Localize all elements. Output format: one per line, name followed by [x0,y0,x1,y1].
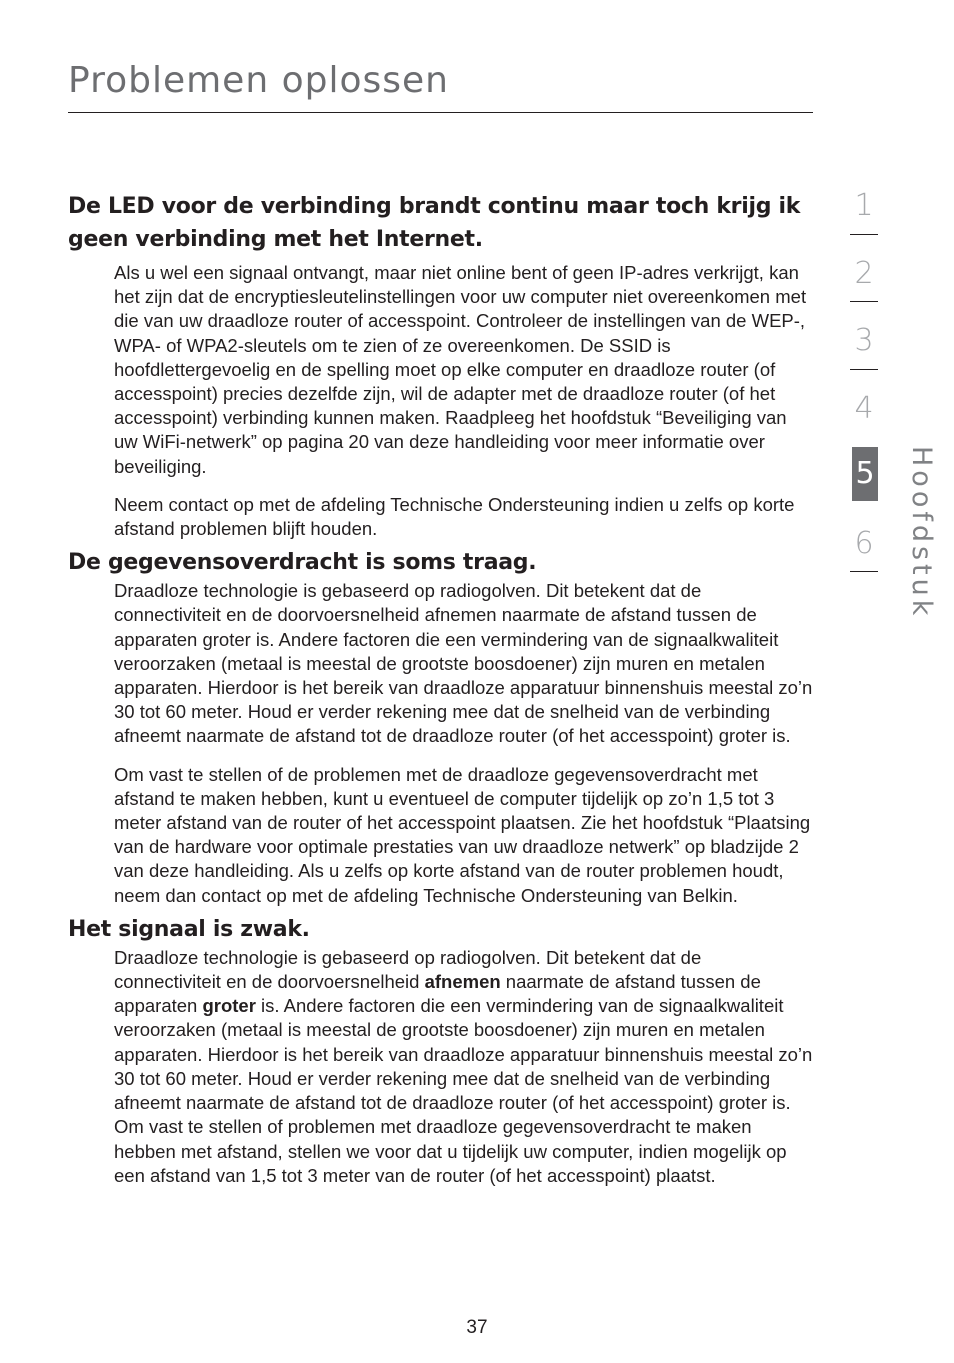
chapter-tab-5-active[interactable]: 5 [852,447,878,501]
chapter-number: 3 [854,323,874,358]
bold-text: afnemen [424,971,501,993]
chapter-tab-2[interactable] [850,248,878,316]
page-number: 37 [466,1317,488,1338]
chapter-tab-4[interactable] [850,383,878,451]
paragraph: Om vast te stellen of de problemen met de draadloze gegevensoverdracht met afstand te maken hebben, kunt u eventueel de computer tijdelijk op zo’n 1,5 tot 3 meter afstand van de router of het accesspoint plaatsen. Zie het hoofdstuk “Plaatsing van de hardware voor optimale prestaties van uw draadloze netwerk” op bladzijde 2 van deze handleiding. Als u zelfs op korte afstand van de router problemen houdt, neem dan contact op met de afdeling Technische Ondersteuning van Belkin. [114,763,811,906]
paragraph: Neem contact op met de afdeling Technische Ondersteuning indien u zelfs op korte afstand problemen blijft houden. [114,493,795,540]
title-rule [68,112,813,113]
paragraph [114,946,813,1188]
chapter-tab-3[interactable] [850,315,878,383]
chapter-number: 4 [854,390,874,426]
chapter-tab-1[interactable] [850,180,878,248]
bold-text: groter [202,995,256,1017]
section-heading: De gegevensoverdracht is soms traag. [68,550,537,576]
divider [850,301,878,302]
section-slow-transfer [68,546,813,908]
divider [850,369,878,370]
chapter-number: 1 [854,188,874,223]
divider [850,234,878,235]
chapter-nav [850,180,880,585]
paragraph: Als u wel een signaal ontvangt, maar niet online bent of geen IP-adres verkrijgt, kan het zijn dat de encryptiesleutelinstellingen voor uw computer niet overeenkomen met die van uw draadloze router of accesspoint. Controleer de instellingen van de WEP-, WPA- of WPA2-sleutels om te zien of ze overeenkomen. De SSID is hoofdlettergevoelig en de spelling moet op elke computer en draadloze router (of accesspoint) precies dezelfde zijn, wil de adapter met de draadloze router (of het accesspoint) verbinding kunnen maken. Raadpleeg het hoofdstuk “Beveiliging van uw WiFi-netwerk” op pagina 20 van deze handleiding voor meer informatie over beveiliging. [114,262,807,477]
main-content [68,190,813,1188]
chapter-label: Hoofdstuk [906,446,937,620]
paragraph: Draadloze technologie is gebaseerd op radiogolven. Dit betekent dat de connectiviteit en de doorvoersnelheid afnemen naarmate de afstand tussen de apparaten groter is. Andere factoren die een vermindering van de signaalkwaliteit veroorzaken (metaal is meestal de grootste boosdoener) zijn muren en metalen apparaten. Hierdoor is het bereik van draadloze apparatuur binnenshuis meestal zo’n 30 tot 60 meter. Houd er verder rekening mee dat de snelheid van de verbinding afneemt naarmate de afstand tot de draadloze router (of het accesspoint) groter is. [114,580,813,747]
text-run: naarmate de afstand tussen de apparaten [114,971,761,1017]
text-run: is. Andere factoren die een vermindering van de signaalkwaliteit veroorzaken (metaal is meestal de grootste boosdoener) zijn muren en metalen apparaten. Hierdoor is het bereik van draadloze apparatuur binnenshuis meestal zo’n 30 tot 60 meter. Houd er verder rekening mee dat de snelheid van de verbinding afneemt naarmate de afstand tot de draadloze router (of het accesspoint) groter is. Om vast te stellen of problemen met draadloze gegevensoverdracht te maken hebben met afstand, stellen we voor dat u tijdelijk uw computer, indien mogelijk op een afstand van 1,5 tot 3 meter van de router (of het accesspoint) plaatst. [114,995,813,1186]
section-weak-signal [68,913,813,1188]
section-led [68,190,813,541]
section-heading: De LED voor de verbinding brandt continu maar toch krijg ik geen verbinding met het Internet. [68,194,801,252]
chapter-number: 2 [854,255,874,291]
text-run: Draadloze technologie is gebaseerd op radiogolven. Dit betekent dat de connectiviteit en de doorvoersnelheid [114,946,702,993]
divider [850,571,878,572]
chapter-tab-6[interactable] [850,518,878,586]
chapter-number: 6 [854,525,874,561]
section-heading: Het signaal is zwak. [68,916,310,942]
page-title: Problemen oplossen [68,60,449,101]
